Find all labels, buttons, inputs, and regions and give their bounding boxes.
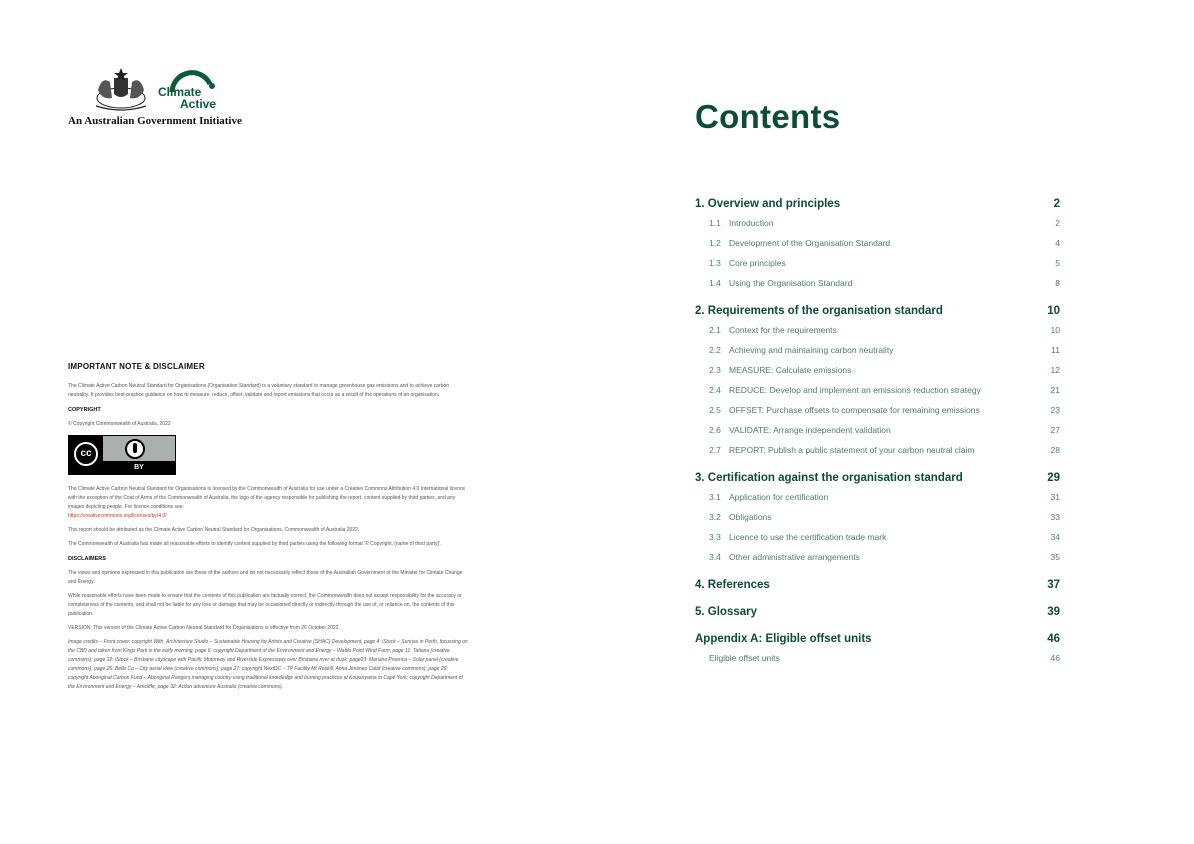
toc-subsection-page: 12 bbox=[1050, 365, 1060, 375]
toc-subsection[interactable] bbox=[695, 420, 1060, 440]
toc-subsection-label: Development of the Organisation Standard bbox=[729, 238, 891, 248]
disclaimers-heading: DISCLAIMERS bbox=[68, 556, 106, 562]
toc-subsection-page: 11 bbox=[1051, 345, 1060, 355]
toc-subsection-number: 2.2 bbox=[709, 345, 721, 355]
toc-subsection-page: 21 bbox=[1050, 385, 1060, 395]
toc-subsection-label: Other administrative arrangements bbox=[729, 552, 860, 562]
toc-subsection-label: Context for the requirements bbox=[729, 325, 837, 335]
cc-icon: cc bbox=[74, 442, 98, 466]
toc-subsection-number: 2.6 bbox=[709, 425, 721, 435]
toc-subsection[interactable] bbox=[695, 340, 1060, 360]
wordmark-line2: Active bbox=[180, 97, 217, 111]
toc-subsection[interactable] bbox=[695, 380, 1060, 400]
toc-subsection-label: Licence to use the certification trade mark bbox=[729, 532, 887, 542]
toc-subsection-page: 4 bbox=[1055, 238, 1060, 248]
toc-subsection[interactable] bbox=[695, 273, 1060, 293]
cc-by-label: BY bbox=[103, 461, 175, 474]
toc-subsection[interactable] bbox=[695, 487, 1060, 507]
toc-subsection-number: 3.1 bbox=[709, 492, 721, 502]
toc-subsection-page: 34 bbox=[1050, 532, 1060, 542]
image-credits: Image credits – Front cover: copyright With_Architecture Studio – Sustainable Housing for Artists and Creative (SHAC) Development, page 4: iStock – Sunrise in Perth, focussing on the CBD and taken from Kings Park in the early morning, page 6: copyright Department of the Environment and Energy – Wattle Point Wind Farm; page 11: Tatiana (creative commons); page 12: iStock – Brisbane cityscape with Pacific Motorway and Riverside Expressway over Brisbane river at dusk; page23: Mariana Proenca – Solar panel (creative commons); page 26: Belle Co – City aerial view (creative commons); page 27: copyright NextDC – TP Facility Mt Roskill; Anna Jiménez Calaf (creative commons); page 29: copyright Aboriginal Carbon Fund – Aboriginal Rangers managing country using traditional knowledge and burning practices at Kowanyama in Cape York; copyright Department of the Environment and Energy – Arncliffe; page 32: Action adventure Australia (creative commons). bbox=[68, 639, 468, 690]
toc-subsection[interactable] bbox=[695, 320, 1060, 340]
toc-section[interactable] bbox=[695, 469, 1060, 487]
version-paragraph: VERSION: This version of the Climate Active Carbon Neutral Standard for Organisations is effective from 26 October 2022. bbox=[68, 625, 340, 631]
coat-of-arms-icon bbox=[92, 68, 150, 112]
table-of-contents bbox=[695, 195, 1060, 668]
toc-section-page: 10 bbox=[1047, 305, 1060, 317]
toc-subsection-page: 28 bbox=[1050, 445, 1060, 455]
toc-section[interactable] bbox=[695, 603, 1060, 621]
contents-title: Contents bbox=[695, 98, 841, 135]
toc-subsection-page: 35 bbox=[1050, 552, 1060, 562]
toc-subsection[interactable] bbox=[695, 213, 1060, 233]
toc-subsection-page: 46 bbox=[1050, 653, 1060, 663]
toc-subsection-number: 2.3 bbox=[709, 365, 721, 375]
toc-section-label: 5. Glossary bbox=[695, 606, 758, 618]
toc-subsection[interactable] bbox=[695, 400, 1060, 420]
toc-section-label: 3. Certification against the organisation standard bbox=[695, 472, 963, 484]
toc-section[interactable] bbox=[695, 195, 1060, 213]
toc-subsection-label: OFFSET: Purchase offsets to compensate for remaining emissions bbox=[729, 405, 980, 415]
intro-paragraph: The Climate Active Carbon Neutral Standard for Organisations (Organisation Standard) is a voluntary standard to manage greenhouse gas emissions and to achieve carbon neutrality. It provides best-practice guidance on how to measure, reduce, offset, validate and report emissions that occur as a result of the operations of an organisation. bbox=[68, 383, 450, 398]
toc-subsection-page: 2 bbox=[1055, 218, 1060, 228]
toc-subsection-number: 3.3 bbox=[709, 532, 721, 542]
toc-subsection[interactable] bbox=[695, 253, 1060, 273]
attribution-paragraph: This report should be attributed as the Climate Active Carbon Neutral Standard for Organisations, Commonwealth of Australia 2022. bbox=[68, 527, 360, 533]
toc-section-label: 4. References bbox=[695, 579, 770, 591]
toc-subsection-number: 1.1 bbox=[709, 218, 721, 228]
toc-subsection-label: REDUCE: Develop and implement an emissions reduction strategy bbox=[729, 385, 981, 395]
disclaimer-heading: IMPORTANT NOTE & DISCLAIMER bbox=[68, 362, 205, 371]
toc-subsection-number: 1.3 bbox=[709, 258, 721, 268]
toc-subsection-page: 23 bbox=[1050, 405, 1060, 415]
third-party-paragraph: The Commonwealth of Australia has made all reasonable efforts to identify content supplied by third parties using the following format '© Copyright, [name of third party]'. bbox=[68, 541, 442, 547]
liability-paragraph: While reasonable efforts have been made to ensure that the contents of this publication are factually correct, the Commonwealth does not accept responsibility for the accuracy or completeness of the contents, and shall not be liable for any loss or damage that may be occasioned directly or indirectly through the use of, or reliance on, the contents of this publication. bbox=[68, 593, 462, 617]
toc-subsection-number: 2.1 bbox=[709, 325, 721, 335]
toc-subsection-number: 1.2 bbox=[709, 238, 721, 248]
toc-section-label: 1. Overview and principles bbox=[695, 198, 841, 210]
toc-subsection[interactable] bbox=[695, 527, 1060, 547]
toc-subsection-number: 3.4 bbox=[709, 552, 721, 562]
toc-section-page: 2 bbox=[1053, 198, 1060, 210]
toc-subsection[interactable] bbox=[695, 440, 1060, 460]
toc-subsection-number: 2.5 bbox=[709, 405, 721, 415]
toc-subsection-page: 8 bbox=[1055, 278, 1060, 288]
views-paragraph: The views and opinions expressed in this publication are those of the authors and do not necessarily reflect those of the Australian Government or the Minister for Climate Change and Energy. bbox=[68, 570, 463, 585]
toc-subsection-label: REPORT: Publish a public statement of your carbon neutral claim bbox=[729, 445, 975, 455]
toc-subsection-label: Eligible offset units bbox=[709, 653, 780, 663]
right-page bbox=[597, 0, 1194, 844]
toc-subsection-number: 3.2 bbox=[709, 512, 721, 522]
toc-subsection-label: Obligations bbox=[729, 512, 772, 522]
copyright-heading: COPYRIGHT bbox=[68, 407, 101, 413]
climate-active-wordmark bbox=[158, 86, 216, 110]
toc-subsection[interactable] bbox=[695, 507, 1060, 527]
toc-section[interactable] bbox=[695, 302, 1060, 320]
toc-section-page: 46 bbox=[1047, 633, 1060, 645]
toc-subsection-page: 33 bbox=[1050, 512, 1060, 522]
logo-block bbox=[68, 68, 268, 128]
toc-subsection-label: Using the Organisation Standard bbox=[729, 278, 853, 288]
toc-subsection-label: Core principles bbox=[729, 258, 786, 268]
disclaimer-section bbox=[68, 362, 468, 697]
toc-subsection[interactable] bbox=[695, 360, 1060, 380]
toc-subsection-label: Introduction bbox=[729, 218, 774, 228]
toc-subsection-label: VALIDATE: Arrange independent validation bbox=[729, 425, 891, 435]
licence-link[interactable]: https://creativecommons.org/licenses/by/4.0/ bbox=[68, 513, 167, 519]
creative-commons-badge bbox=[68, 435, 176, 475]
toc-section-label: Appendix A: Eligible offset units bbox=[695, 633, 872, 645]
toc-subsection-label: MEASURE: Calculate emissions bbox=[729, 365, 852, 375]
toc-subsection-page: 27 bbox=[1050, 425, 1060, 435]
licence-text: The Climate Active Carbon Neutral Standard for Organisations is licensed by the Commonwealth of Australia for use under a Creative Commons Attribution 4.0 International licence with the exception of the Coat of Arms of the Commonwealth of Australia, the logo of the agency responsible for publishing the report, content supplied by third parties, and any images depicting people. For licence conditions see: bbox=[68, 486, 466, 510]
toc-section-page: 39 bbox=[1047, 606, 1060, 618]
toc-section[interactable] bbox=[695, 576, 1060, 594]
toc-section-label: 2. Requirements of the organisation standard bbox=[695, 305, 943, 317]
toc-subsection-number: 2.7 bbox=[709, 445, 721, 455]
toc-subsection-number: 2.4 bbox=[709, 385, 721, 395]
government-initiative-text: An Australian Government Initiative bbox=[68, 115, 242, 127]
toc-section[interactable] bbox=[695, 630, 1060, 648]
copyright-text: © Copyright Commonwealth of Australia, 2022 bbox=[68, 421, 171, 427]
toc-section-page: 29 bbox=[1047, 472, 1060, 484]
toc-subsection-page: 31 bbox=[1050, 492, 1060, 502]
toc-subsection-label: Achieving and maintaining carbon neutrality bbox=[729, 345, 894, 355]
licence-paragraph bbox=[68, 485, 468, 521]
toc-subsection-page: 10 bbox=[1050, 325, 1060, 335]
toc-subsection[interactable] bbox=[695, 233, 1060, 253]
toc-subsection-label: Application for certification bbox=[729, 492, 829, 502]
toc-section-page: 37 bbox=[1047, 579, 1060, 591]
toc-subsection-page: 5 bbox=[1055, 258, 1060, 268]
toc-subsection-number: 1.4 bbox=[709, 278, 721, 288]
toc-subsection[interactable] bbox=[695, 648, 1060, 668]
wordmark-line1: Climate bbox=[158, 85, 202, 99]
toc-subsection[interactable] bbox=[695, 547, 1060, 567]
